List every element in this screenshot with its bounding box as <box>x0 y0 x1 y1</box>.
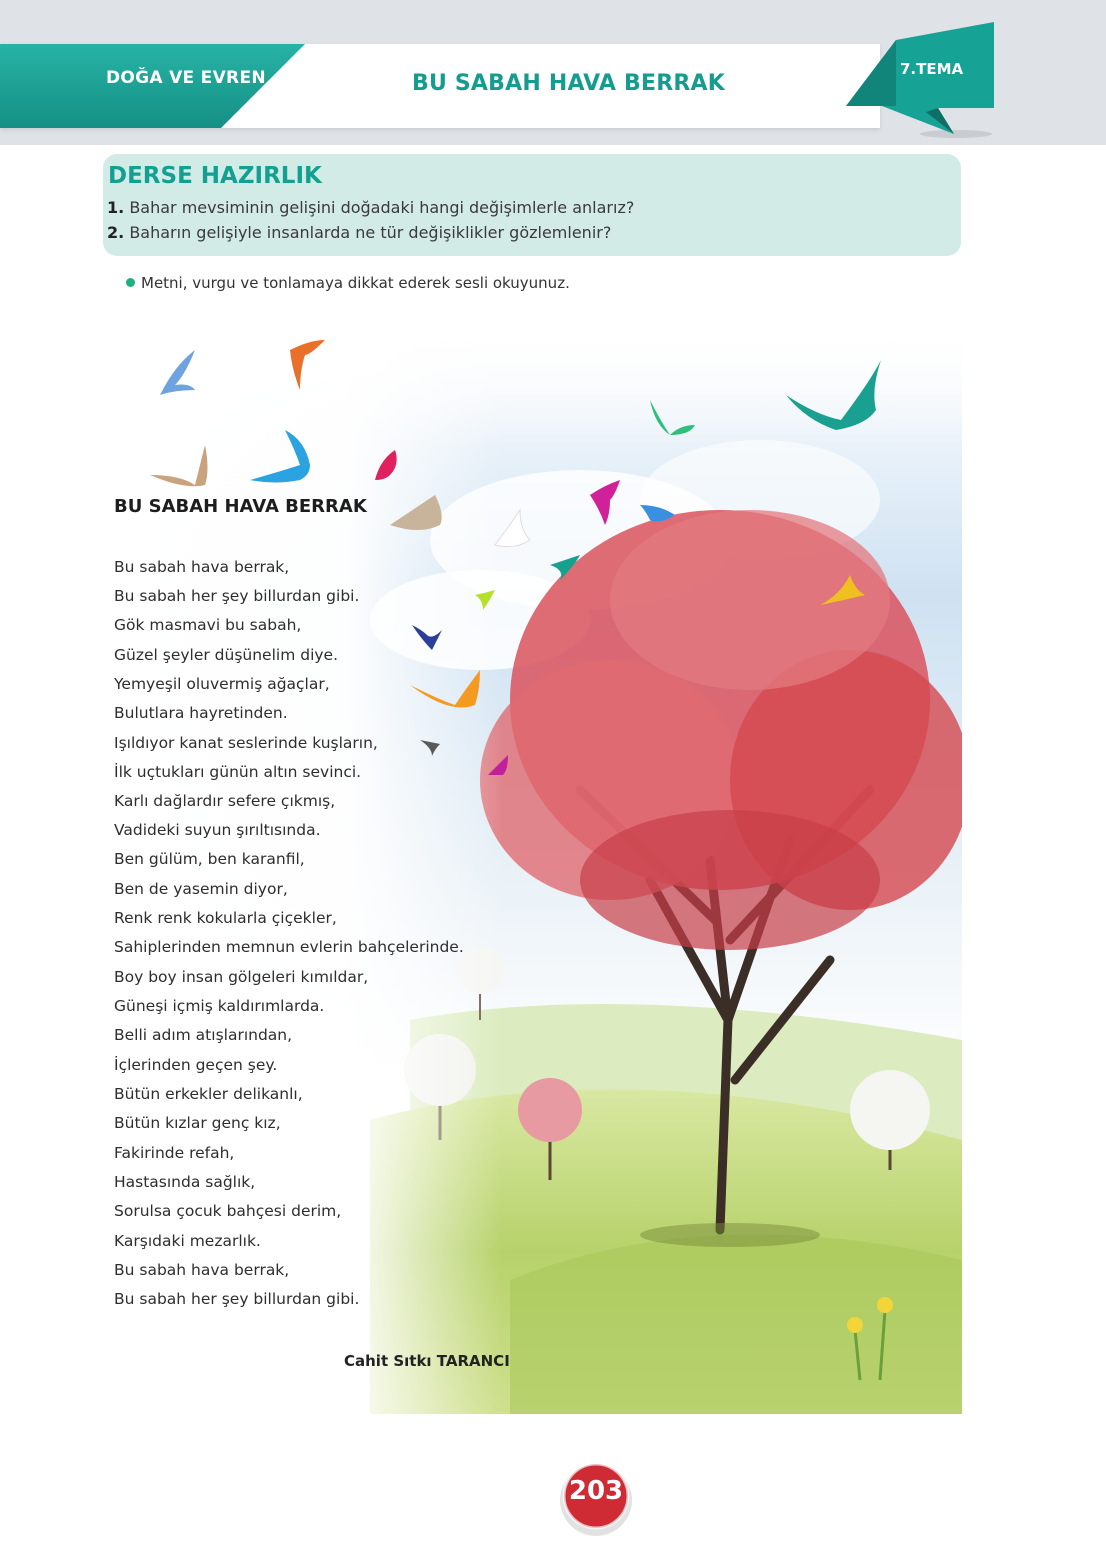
preparation-title: DERSE HAZIRLIK <box>108 163 322 189</box>
poem-line: İlk uçtukları günün altın sevinci. <box>114 763 362 781</box>
poem-line: Boy boy insan gölgeleri kımıldar, <box>114 968 369 986</box>
poem-line: Renk renk kokularla çiçekler, <box>114 909 337 927</box>
reading-instruction <box>126 274 570 292</box>
poem-line: Bu sabah her şey billurdan gibi. <box>114 587 360 605</box>
poem-line: Karlı dağlardır sefere çıkmış, <box>114 792 336 810</box>
poem-line: Vadideki suyun şırıltısında. <box>114 821 321 839</box>
poem-line: Bütün kızlar genç kız, <box>114 1114 281 1132</box>
poem-line: İçlerinden geçen şey. <box>114 1056 278 1074</box>
bullet-icon <box>126 278 135 287</box>
poem-line: Ben de yasemin diyor, <box>114 880 288 898</box>
poem-line: Fakirinde refah, <box>114 1144 235 1162</box>
poem-line: Bu sabah hava berrak, <box>114 1261 290 1279</box>
question-text: Bahar mevsiminin gelişini doğadaki hangi değişimlerle anlarız? <box>129 198 635 217</box>
preparation-question <box>107 223 611 242</box>
theme-label: 7.TEMA <box>900 60 964 78</box>
section-label: DOĞA VE EVREN <box>106 68 266 88</box>
poem-line: Sahiplerinden memnun evlerin bahçelerinde. <box>114 938 464 956</box>
poem-line: Ben gülüm, ben karanfil, <box>114 850 305 868</box>
question-number: 1. <box>107 198 125 217</box>
poem-line: Karşıdaki mezarlık. <box>114 1232 261 1250</box>
poem-line: Güzel şeyler düşünelim diye. <box>114 646 339 664</box>
poem-line: Işıldıyor kanat seslerinde kuşların, <box>114 734 378 752</box>
poem-line: Bütün erkekler delikanlı, <box>114 1085 303 1103</box>
poem-title: BU SABAH HAVA BERRAK <box>114 496 367 517</box>
poem-line: Yemyeşil oluvermiş ağaçlar, <box>114 675 330 693</box>
preparation-question <box>107 198 634 217</box>
theme-ribbon-icon <box>846 22 994 140</box>
poem-line: Hastasında sağlık, <box>114 1173 256 1191</box>
page-number: 203 <box>568 1476 624 1506</box>
poem-line: Sorulsa çocuk bahçesi derim, <box>114 1202 342 1220</box>
instruction-text: Metni, vurgu ve tonlamaya dikkat ederek sesli okuyunuz. <box>141 274 570 292</box>
question-text: Baharın gelişiyle insanlarda ne tür değişiklikler gözlemlenir? <box>129 223 612 242</box>
poem-line: Gök masmavi bu sabah, <box>114 616 302 634</box>
page-title: BU SABAH HAVA BERRAK <box>412 71 725 96</box>
poem-line: Bu sabah her şey billurdan gibi. <box>114 1290 360 1308</box>
poem-line: Bu sabah hava berrak, <box>114 558 290 576</box>
poem-line: Güneşi içmiş kaldırımlarda. <box>114 997 325 1015</box>
poem-author: Cahit Sıtkı TARANCI <box>344 1352 510 1370</box>
poem-line: Bulutlara hayretinden. <box>114 704 288 722</box>
poem-line: Belli adım atışlarından, <box>114 1026 293 1044</box>
question-number: 2. <box>107 223 125 242</box>
